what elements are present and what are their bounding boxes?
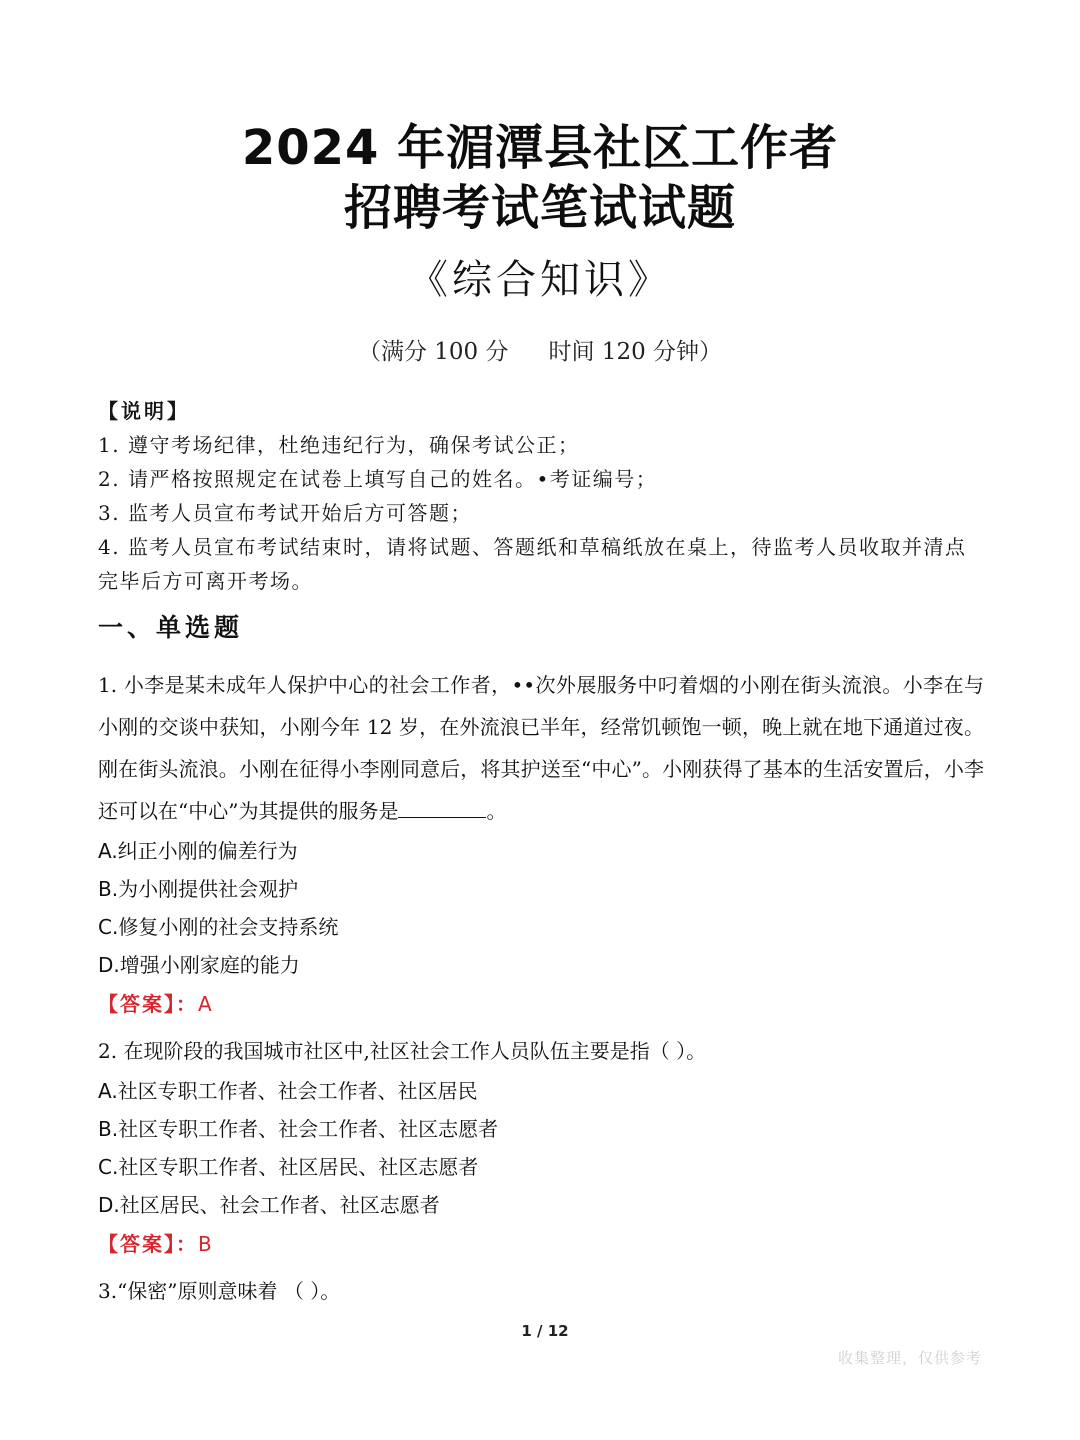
answer-line <box>98 984 984 1024</box>
option-a: A.纠正小刚的偏差行为 <box>98 839 298 863</box>
question-stem <box>98 664 984 832</box>
instructions-heading: 【说明】 <box>98 399 190 423</box>
exam-title-line-1: 2024 年湄潭县社区工作者 <box>241 120 839 176</box>
answer-label: 【答案】： <box>98 992 198 1016</box>
exam-title-line-2: 招聘考试笔试试题 <box>343 180 736 236</box>
question-2 <box>98 1030 984 1264</box>
instructions <box>98 394 984 598</box>
instruction-item: 3. 监考人员宣布考试开始后方可答题； <box>98 501 472 525</box>
question-stem: 3.“保密”原则意味着 （ ）。 <box>98 1279 341 1303</box>
option-c: C.修复小刚的社会支持系统 <box>98 915 339 939</box>
option-a: A.社区专职工作者、社会工作者、社区居民 <box>98 1079 478 1103</box>
title-block <box>0 118 1080 238</box>
option-d: D.社区居民、社会工作者、社区志愿者 <box>98 1193 440 1217</box>
answer-value: A <box>198 992 214 1016</box>
question-list <box>98 664 984 1312</box>
page-number: 1 / 12 <box>521 1322 569 1340</box>
instruction-item: 2. 请严格按照规定在试卷上填写自己的姓名。•考证编号； <box>98 467 658 491</box>
instruction-item: 4. 监考人员宣布考试结束时，请将试题、答题纸和草稿纸放在桌上，待监考人员收取并清点完毕后方可离开考场。 <box>98 535 967 593</box>
full-score: （满分 100 分 <box>357 339 509 365</box>
question-1 <box>98 664 984 1024</box>
section-title: 一、单选题 <box>98 613 244 642</box>
option-d: D.增强小刚家庭的能力 <box>98 953 300 977</box>
question-3 <box>98 1270 984 1312</box>
option-c: C.社区专职工作者、社区居民、社区志愿者 <box>98 1155 479 1179</box>
exam-subject: 《综合知识》 <box>408 257 672 303</box>
option-b: B.为小刚提供社会观护 <box>98 877 299 901</box>
instruction-item: 1. 遵守考场纪律，杜绝违纪行为，确保考试公正； <box>98 433 580 457</box>
question-stem: 2. 在现阶段的我国城市社区中,社区社会工作人员队伍主要是指（ ）。 <box>98 1039 707 1063</box>
option-b: B.社区专职工作者、社会工作者、社区志愿者 <box>98 1117 499 1141</box>
answer-label: 【答案】： <box>98 1232 198 1256</box>
exam-meta <box>0 334 1080 370</box>
exam-time: 时间 120 分钟） <box>548 339 723 365</box>
answer-value: B <box>198 1232 214 1256</box>
answer-line <box>98 1224 984 1264</box>
question-stem-end: 。 <box>486 799 507 823</box>
answer-blank <box>398 799 486 818</box>
watermark: 收集整理，仅供参考 <box>837 1349 982 1367</box>
question-stem-text: 1. 小李是某未成年人保护中心的社会工作者，••次外展服务中叼着烟的小刚在街头流浪。小李在与小刚的交谈中获知，小刚今年 12 岁，在外流浪已半年，经常饥顿饱一顿，晚上就在地下通道过夜。刚在街头流浪。小刚在征得小李刚同意后，将其护送至“中心”。小刚获得了基本的生活安置后，小李还可以在“中心”为其提供的服务是 <box>98 673 984 823</box>
